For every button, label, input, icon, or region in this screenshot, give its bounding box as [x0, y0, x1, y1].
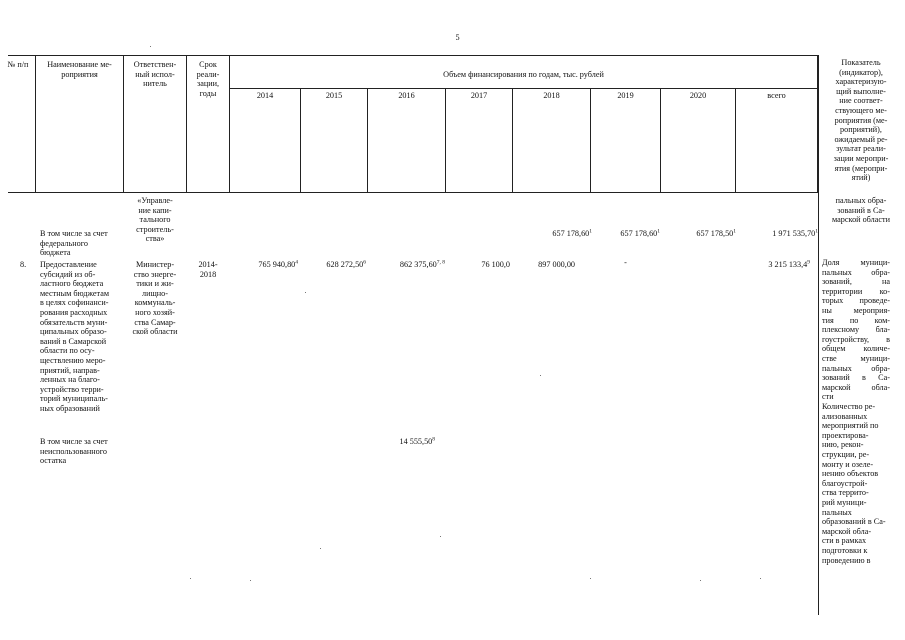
- row8-2015: 628 272,50$^6$: [326, 259, 366, 269]
- header-year-2016: 2016: [398, 91, 415, 100]
- page-number: 5: [455, 33, 460, 42]
- header-indicator: Показатель (индикатор), характеризую- щий выполне- ние соответ- ствующего ме- роприятия (ме- роприятий), ожидаемый ре- зультат реали- зации меропри- ятия (меропри- ятий): [833, 58, 889, 183]
- header-year-2014: 2014: [256, 91, 274, 100]
- residual-row-name: В том числе за счет неиспользованного остатка: [40, 437, 108, 466]
- row8-term: 2014- 2018: [198, 260, 218, 279]
- federal-row-2018: 657 178,60$^1$: [552, 228, 592, 238]
- row8-2014: 765 940,80$^4$: [258, 259, 298, 269]
- header-total: всего: [767, 91, 786, 100]
- row8-2017: 76 100,0: [481, 260, 510, 269]
- federal-row-2020: 657 178,50$^1$: [696, 228, 736, 238]
- row8-2018: 897 000,00: [538, 260, 575, 269]
- header-funding: Объем финансирования по годам, тыс. рублей: [443, 70, 604, 79]
- federal-row-2019: 657 178,60$^1$: [620, 228, 660, 238]
- header-year-2019: 2019: [617, 91, 634, 100]
- header-year-2020: 2020: [689, 91, 707, 100]
- header-term: Срок реали- зации, годы: [196, 60, 220, 98]
- header-num: № п/п: [7, 60, 29, 69]
- header-name: Наименование ме- роприятия: [47, 60, 112, 79]
- row8-name: Предоставление субсидий из об- ластного бюджета местным бюджетам в целях софинанси- рования расходных обязательств муни- ципальных образо- ваний в Самарской области по осу- ществлению меро- приятий, направ- ленных на благо- устройство терри- торий муниципаль- ных образований: [40, 260, 110, 413]
- row8-2016: 862 375,60$^{7, 8}$: [399, 259, 445, 269]
- federal-row-name: В том числе за счет федерального бюджета: [40, 229, 108, 258]
- residual-row-2016: 14 555,50$^8$: [399, 436, 435, 446]
- row8-indicator-count: Количество ре- ализованных мероприятий по проектирова- нию, рекон- струкции, ре- монту и озеле- нению объектов благоустрой- ства террито- рий муници- пальных образований в Са- марской обла- сти в рамках подготовки к проведению в: [822, 402, 886, 565]
- row8-num: 8.: [20, 260, 27, 269]
- continuation-indicator: пальных обра- зований в Са- марской области: [832, 196, 890, 225]
- row8-2019: -: [624, 258, 627, 267]
- row8-executor: Министер- ство энерге- тики и жи- лищно- коммуналь- ного хозяй- ства Самар- ской области: [132, 260, 178, 337]
- federal-row-total: 1 971 535,70$^1$: [772, 228, 818, 238]
- row8-total: 3 215 133,4$^9$: [768, 259, 810, 269]
- continuation-executor: «Управле- ние капи- тального строитель- ства»: [136, 196, 174, 244]
- header-year-2015: 2015: [325, 91, 343, 100]
- header-executor: Ответствен- ный испол- нитель: [133, 60, 177, 89]
- header-year-2018: 2018: [543, 91, 560, 100]
- header-year-2017: 2017: [470, 91, 488, 100]
- row8-indicator-share: Доля муници- пальных обра- зований, на территории ко- торых проведе- ны мероприя- тия по ком- плексному бла- гоустройству, в общем количе- стве муници- пальных обра- зований в Са- марской обла- сти: [822, 258, 890, 402]
